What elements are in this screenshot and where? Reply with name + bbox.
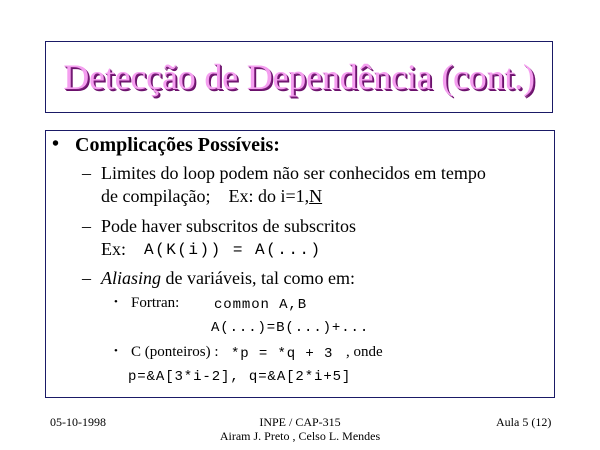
heading-bullet: • — [52, 133, 60, 155]
sub-bullet-c: • — [114, 345, 118, 357]
item-1-underlined-n: N — [309, 186, 323, 206]
item-1-line1: Limites do loop podem não ser conhecidos em tempo — [101, 163, 486, 183]
item-1-line2 — [101, 186, 322, 207]
fortran-code-2: A(...)=B(...)+... — [211, 320, 370, 336]
footer-date: 05-10-1998 — [50, 415, 106, 429]
fortran-code-1: common A,B — [214, 297, 308, 313]
item-2-line1: Pode haver subscritos de subscritos — [101, 216, 356, 236]
item-2-ex-label: Ex: — [101, 239, 126, 259]
c-rest: , onde — [346, 344, 383, 360]
footer-course: INPE / CAP-315 — [259, 415, 341, 429]
dash-item-1: – — [82, 163, 91, 183]
c-label: C (ponteiros) : — [131, 344, 219, 360]
heading: Complicações Possíveis: — [75, 134, 280, 156]
fortran-label: Fortran: — [131, 295, 180, 311]
footer-page: Aula 5 (12) — [496, 415, 552, 429]
slide-title: Detecção de Dependência (cont.) — [63, 57, 535, 97]
title-box — [45, 41, 553, 113]
c-code-2: p=&A[3*i-2], q=&A[2*i+5] — [128, 369, 352, 385]
dash-item-3: – — [82, 268, 91, 288]
dash-item-2: – — [82, 216, 91, 236]
footer-authors: Airam J. Preto , Celso L. Mendes — [219, 429, 381, 443]
item-3-line1 — [101, 268, 355, 289]
item-3-rest: de variáveis, tal como em: — [161, 268, 355, 288]
item-2-code: A(K(i)) = A(...) — [144, 241, 322, 259]
item-1-line2-text: de compilação; Ex: do i=1, — [101, 186, 310, 206]
item-3-italic: Aliasing — [101, 268, 162, 288]
sub-bullet-fortran: • — [114, 296, 118, 308]
c-code-1: *p = *q + 3 — [231, 346, 334, 362]
